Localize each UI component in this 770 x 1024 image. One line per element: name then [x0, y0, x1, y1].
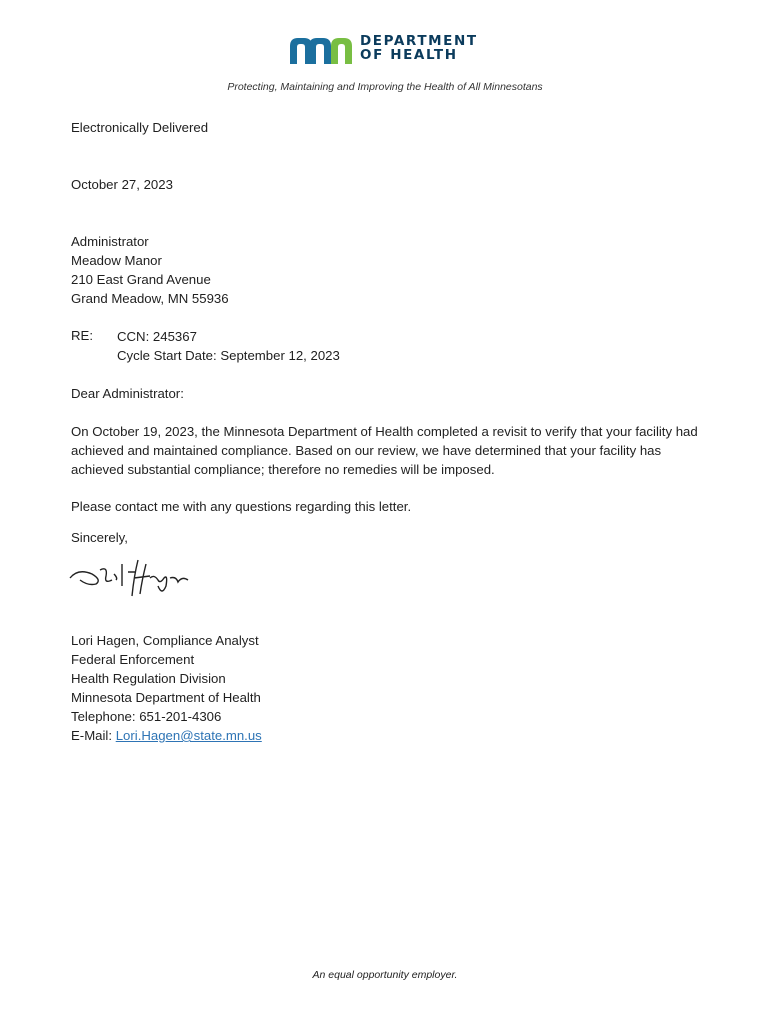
email-label: E-Mail:	[71, 728, 116, 743]
signer-block	[71, 631, 262, 745]
re-cycle-date: Cycle Start Date: September 12, 2023	[117, 348, 340, 363]
closing: Sincerely,	[71, 530, 128, 545]
recipient-address	[71, 232, 229, 308]
recipient-line: Grand Meadow, MN 55936	[71, 291, 229, 306]
mn-logo-mark-icon	[288, 34, 354, 66]
recipient-line: 210 East Grand Avenue	[71, 272, 211, 287]
logo-line-1: DEPARTMENT	[360, 33, 478, 49]
logo-wordmark	[360, 34, 478, 62]
email-link[interactable]: Lori.Hagen@state.mn.us	[115, 728, 262, 743]
signer-line: Telephone: 651-201-4306	[71, 709, 222, 724]
footer-text: An equal opportunity employer.	[312, 969, 458, 981]
body-paragraph: On October 19, 2023, the Minnesota Department of Health completed a revisit to verify that your facility had achieved and maintained compliance. Based on our review, we have determined that your facility has achieved substantial compliance; therefore no remedies will be imposed.	[71, 424, 698, 477]
body-paragraph: Please contact me with any questions regarding this letter.	[71, 499, 412, 514]
email-line	[71, 726, 262, 745]
re-details	[117, 327, 340, 365]
signer-line: Lori Hagen, Compliance Analyst	[71, 633, 259, 648]
signature-image	[66, 556, 196, 608]
recipient-line: Meadow Manor	[71, 253, 162, 268]
re-ccn: CCN: 245367	[117, 329, 197, 344]
re-label: RE:	[71, 328, 93, 343]
recipient-line: Administrator	[71, 234, 149, 249]
tagline: Protecting, Maintaining and Improving the Health of All Minnesotans	[227, 81, 543, 93]
logo-line-2: OF HEALTH	[360, 47, 458, 63]
mdh-logo	[288, 34, 488, 66]
delivery-method: Electronically Delivered	[71, 120, 209, 135]
salutation: Dear Administrator:	[71, 386, 184, 401]
signer-line: Minnesota Department of Health	[71, 690, 261, 705]
letter-date: October 27, 2023	[71, 177, 173, 192]
signer-line: Federal Enforcement	[71, 652, 195, 667]
signer-line: Health Regulation Division	[71, 671, 226, 686]
